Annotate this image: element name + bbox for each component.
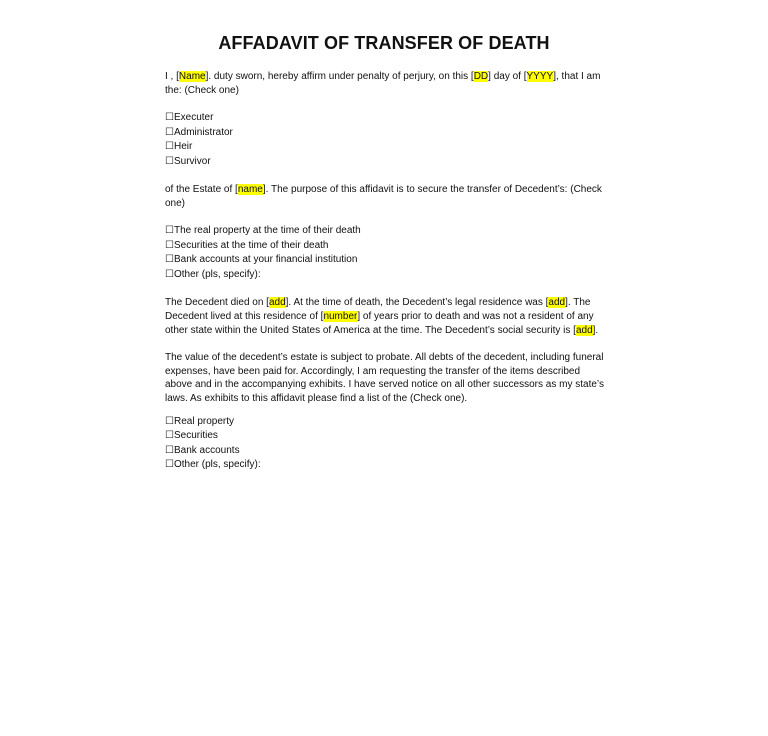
- transfer-option-bank-accounts[interactable]: [165, 253, 605, 268]
- option-label: Bank accounts: [173, 444, 240, 456]
- estate-name-placeholder[interactable]: name: [237, 184, 263, 196]
- option-label: Heir: [173, 141, 193, 153]
- estate-paragraph: [165, 183, 605, 210]
- role-checklist: [165, 111, 605, 169]
- document-body: [165, 70, 605, 473]
- checkbox-icon[interactable]: ☐: [165, 459, 174, 471]
- checkbox-icon[interactable]: ☐: [165, 444, 174, 456]
- intro-text-2: ]. duty sworn, hereby affirm under penalty of perjury, on this [: [205, 71, 474, 82]
- role-option-heir[interactable]: [165, 140, 605, 155]
- checkbox-icon[interactable]: ☐: [165, 155, 174, 167]
- exhibit-option-real-property[interactable]: [165, 415, 605, 430]
- option-label: Other (pls, specify):: [173, 459, 261, 471]
- ssn-placeholder[interactable]: add: [575, 324, 593, 336]
- year-placeholder[interactable]: YYYY: [526, 71, 554, 82]
- years-placeholder[interactable]: number: [323, 310, 358, 322]
- option-label: Securities: [173, 430, 218, 442]
- checkbox-icon[interactable]: ☐: [165, 239, 174, 251]
- option-label: Securities at the time of their death: [173, 239, 329, 251]
- option-label: The real property at the time of their death: [173, 225, 361, 237]
- checkbox-icon[interactable]: ☐: [165, 254, 174, 266]
- death-date-placeholder[interactable]: add: [268, 297, 286, 309]
- checkbox-icon[interactable]: ☐: [165, 430, 174, 442]
- role-option-executer[interactable]: [165, 111, 605, 126]
- decedent-text-4: ] of years prior to death and was not a resident of any other state within the United States of America at the time. The Decedent’s social security is [: [165, 310, 594, 336]
- intro-text-4: ], that I am the: (Check one): [165, 71, 601, 96]
- checkbox-icon[interactable]: ☐: [165, 268, 174, 280]
- option-label: Executer: [173, 112, 214, 124]
- decedent-text-1: The Decedent died on [: [165, 297, 269, 309]
- value-paragraph: The value of the decedent’s estate is subject to probate. All debts of the decedent, including funeral expenses, have been paid for. Accordingly, I am requesting the transfer of the items described above and in the accompanying exhibits. I have served notice on all other successors as my state’s laws. As exhibits to this affidavit please find a list of the (Check one).: [165, 352, 604, 404]
- transfer-option-other[interactable]: [165, 268, 605, 283]
- intro-text-3: ] day of [: [488, 71, 527, 82]
- option-label: Survivor: [173, 155, 211, 167]
- intro-text-1: I , [: [165, 71, 179, 82]
- document-title: AFFADAVIT OF TRANSFER OF DEATH: [218, 33, 550, 53]
- checkbox-icon[interactable]: ☐: [165, 112, 174, 124]
- decedent-text-3: ]. The Decedent lived at this residence of [: [165, 297, 591, 322]
- checkbox-icon[interactable]: ☐: [165, 126, 174, 138]
- option-label: Other (pls, specify):: [173, 268, 261, 280]
- option-label: Bank accounts at your financial institution: [173, 254, 358, 266]
- decedent-text-2: ]. At the time of death, the Decedent’s legal residence was [: [285, 297, 549, 309]
- estate-text-1: of the Estate of [: [165, 184, 238, 196]
- exhibit-option-other[interactable]: [165, 458, 605, 473]
- checkbox-icon[interactable]: ☐: [165, 141, 174, 153]
- intro-paragraph: [165, 70, 605, 97]
- transfer-checklist: [165, 224, 605, 282]
- name-placeholder[interactable]: Name: [178, 71, 206, 82]
- option-label: Real property: [173, 415, 234, 427]
- decedent-text-5: ].: [592, 324, 599, 336]
- estate-text-2: ]. The purpose of this affidavit is to secure the transfer of Decedent’s: (Check one): [165, 184, 602, 209]
- exhibit-option-bank-accounts[interactable]: [165, 444, 605, 459]
- exhibit-checklist: [165, 415, 605, 473]
- decedent-paragraph: [165, 296, 605, 337]
- role-option-administrator[interactable]: [165, 126, 605, 141]
- day-placeholder[interactable]: DD: [473, 71, 489, 82]
- checkbox-icon[interactable]: ☐: [165, 415, 174, 427]
- transfer-option-securities[interactable]: [165, 239, 605, 254]
- exhibit-option-securities[interactable]: [165, 429, 605, 444]
- option-label: Administrator: [173, 126, 233, 138]
- transfer-option-real-property[interactable]: [165, 224, 605, 239]
- residence-placeholder[interactable]: add: [548, 297, 566, 309]
- role-option-survivor[interactable]: [165, 155, 605, 170]
- checkbox-icon[interactable]: ☐: [165, 225, 174, 237]
